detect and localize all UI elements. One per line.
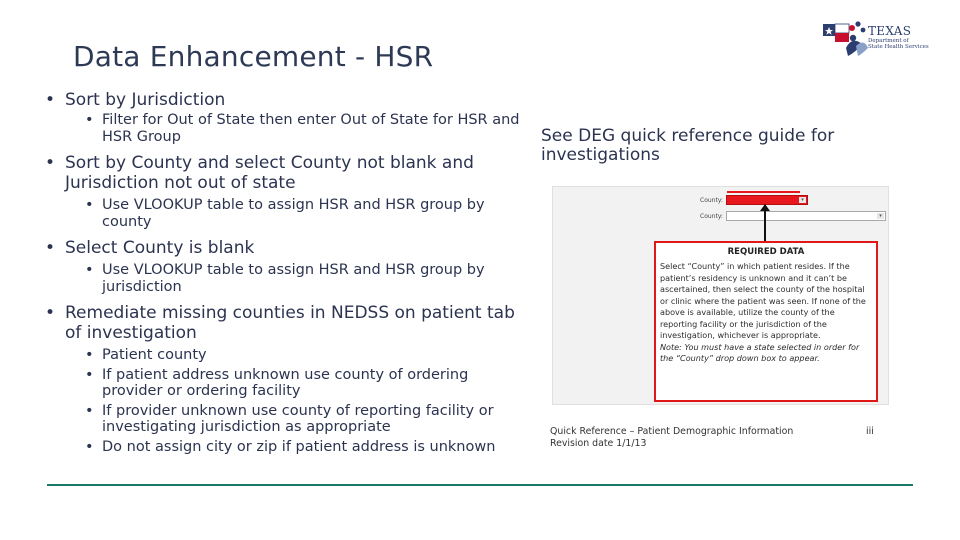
county-field <box>726 211 886 221</box>
required-data-body: Select “County” in which patient resides. If the patient’s residency is unknown and it can’t be ascertained, then select the county of the hospital or clinic where the patient was seen. If none of the above is available, utilize the county of the reporting facility or the jurisdiction of the investigation, whichever is appropriate. <box>660 261 866 340</box>
bullet-level2: • Use VLOOKUP table to assign HSR and HSR group by county <box>45 197 525 230</box>
chevron-down-icon: ▾ <box>799 197 806 203</box>
bullet-level2: • Filter for Out of State then enter Out of State for HSR and HSR Group <box>45 112 525 145</box>
county-label: County: <box>700 197 723 204</box>
reference-note: See DEG quick reference guide for investigations <box>541 126 835 165</box>
bullet-level1: • Sort by County and select County not blank and Jurisdiction not out of state <box>45 153 525 193</box>
bullet-list <box>45 90 525 455</box>
bullet-level2: • If provider unknown use county of reporting facility or investigating jurisdiction as appropriate <box>45 403 525 436</box>
chevron-down-icon: ▾ <box>877 213 884 219</box>
quick-reference-caption: Quick Reference – Patient Demographic Information <box>550 426 794 437</box>
required-data-note: Note: You must have a state selected in order for the “County” drop down box to appear. <box>660 341 860 363</box>
bullet-level2: • Use VLOOKUP table to assign HSR and HSR group by jurisdiction <box>45 262 525 295</box>
logo-subtitle-line1: Department of <box>868 38 909 44</box>
slide-title: Data Enhancement - HSR <box>73 40 434 73</box>
bullet-level2: • If patient address unknown use county of ordering provider or ordering facility <box>45 367 525 400</box>
logo-name: TEXAS <box>868 24 912 38</box>
arrow-up-icon <box>760 204 770 211</box>
footer-divider <box>47 484 913 486</box>
bullet-level2: • Patient county <box>45 347 525 364</box>
page-number: iii <box>866 426 874 437</box>
bullet-level1: • Select County is blank <box>45 238 525 258</box>
bullet-level2: • Do not assign city or zip if patient address is unknown <box>45 439 525 456</box>
county-label: County: <box>700 213 723 220</box>
required-data-box <box>654 241 878 402</box>
revision-date: Revision date 1/1/13 <box>550 438 647 449</box>
bullet-level1: • Remediate missing counties in NEDSS on patient tab of investigation <box>45 303 525 343</box>
bullet-level1: • Sort by Jurisdiction <box>45 90 525 110</box>
required-data-title: REQUIRED DATA <box>727 247 805 257</box>
logo-subtitle-line2: State Health Services <box>868 44 929 51</box>
logo-subtitle <box>868 38 929 51</box>
highlight-bar <box>727 191 800 193</box>
